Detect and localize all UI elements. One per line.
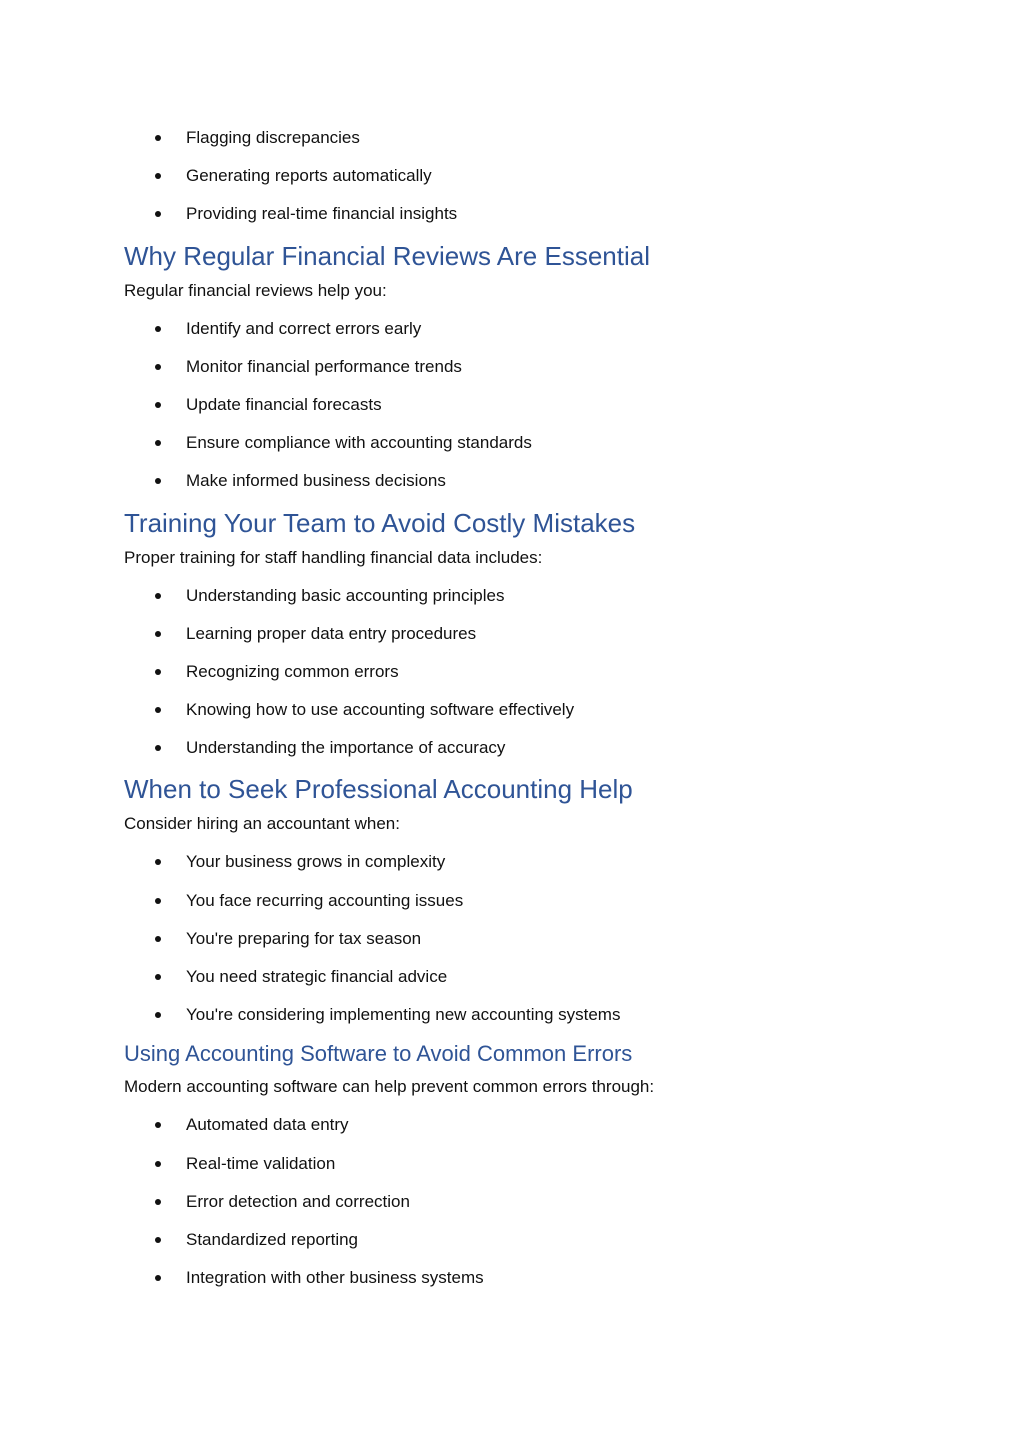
list-item: Standardized reporting [124,1226,904,1264]
section-heading: Why Regular Financial Reviews Are Essential [124,240,650,271]
bullet-icon [155,859,161,865]
list-item: You need strategic financial advice [124,963,904,1001]
list-item: Integration with other business systems [124,1264,904,1302]
bullet-icon [155,1161,161,1167]
list-item: Automated data entry [124,1111,904,1149]
list-item: Understanding the importance of accuracy [124,734,904,772]
section-bullet-list [124,582,904,773]
bullet-icon [155,974,161,980]
bullet-icon [155,936,161,942]
bullet-icon [155,364,161,370]
document-page [124,124,904,1302]
list-item: Recognizing common errors [124,658,904,696]
section-bullet-list [124,1111,904,1302]
bullet-icon [155,745,161,751]
bullet-icon [155,1122,161,1128]
list-item: Flagging discrepancies [124,124,904,162]
list-item: Generating reports automatically [124,162,904,200]
list-item: Identify and correct errors early [124,315,904,353]
list-item: Make informed business decisions [124,467,904,505]
section-intro: Proper training for staff handling financial data includes: [124,547,543,567]
list-item: Knowing how to use accounting software effectively [124,696,904,734]
bullet-icon [155,1199,161,1205]
section-intro: Consider hiring an accountant when: [124,814,400,834]
bullet-icon [155,707,161,713]
bullet-icon [155,1275,161,1281]
bullet-icon [155,669,161,675]
bullet-icon [155,898,161,904]
list-item: Ensure compliance with accounting standards [124,429,904,467]
section-heading: Training Your Team to Avoid Costly Mistakes [124,507,636,538]
section-intro: Modern accounting software can help prevent common errors through: [124,1077,655,1097]
bullet-icon [155,1012,161,1018]
list-item: Learning proper data entry procedures [124,620,904,658]
list-item: Monitor financial performance trends [124,353,904,391]
bullet-icon [155,173,161,179]
list-item: Real-time validation [124,1150,904,1188]
bullet-icon [155,440,161,446]
bullet-icon [155,211,161,217]
list-item: Understanding basic accounting principles [124,582,904,620]
section-heading: Using Accounting Software to Avoid Common Errors [124,1041,633,1067]
list-item: You face recurring accounting issues [124,887,904,925]
bullet-icon [155,402,161,408]
list-item: You're preparing for tax season [124,925,904,963]
top-bullet-list [124,124,904,239]
list-item: Providing real-time financial insights [124,200,904,238]
list-item: You're considering implementing new accounting systems [124,1001,904,1039]
bullet-icon [155,326,161,332]
bullet-icon [155,593,161,599]
bullet-icon [155,478,161,484]
list-item: Error detection and correction [124,1188,904,1226]
list-item: Your business grows in complexity [124,848,904,886]
bullet-icon [155,1237,161,1243]
section-bullet-list [124,848,904,1039]
bullet-icon [155,631,161,637]
section-intro: Regular financial reviews help you: [124,280,387,300]
section-heading: When to Seek Professional Accounting Help [124,774,633,805]
list-item: Update financial forecasts [124,391,904,429]
section-bullet-list [124,315,904,506]
bullet-icon [155,135,161,141]
